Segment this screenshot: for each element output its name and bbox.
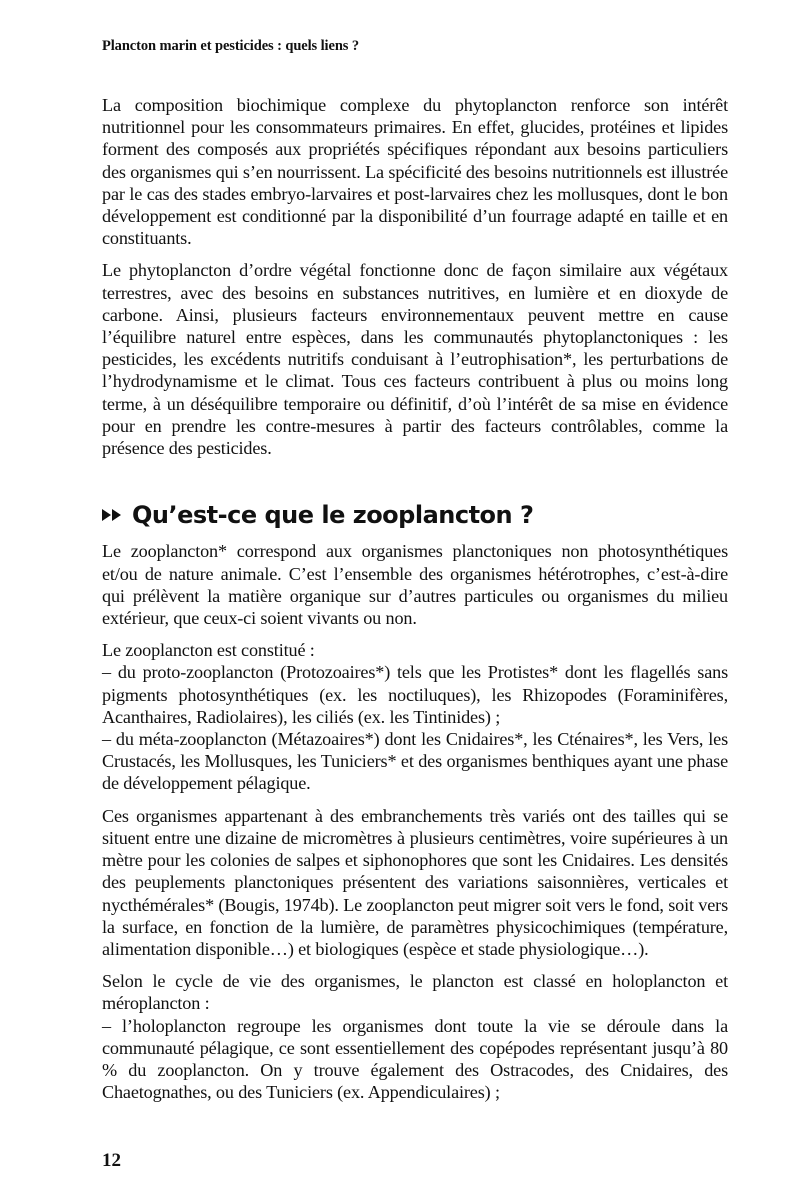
list-item: – du proto-zooplancton (Protozoaires*) tels que les Protistes* dont les flagellés sans pigments photosynthétiques (ex. les noctiluques), les Rhizopodes (Foraminifères, Acanthaires, Radiolaires), les ciliés (ex. les Tintinides) ; — [102, 662, 728, 727]
double-triangle-right-icon — [102, 508, 122, 522]
page-body — [102, 94, 728, 1113]
section-heading — [102, 501, 728, 530]
list-intro: Le zooplancton est constitué : — [102, 640, 315, 661]
paragraph: Ces organismes appartenant à des embranchements très variés ont des tailles qui se situent entre une dizaine de micromètres à plusieurs centimètres, voire supérieures à un mètre pour les colonies de salpes et siphonophores que sont les Cnidaires. Les densités des peuplements planctoniques présentent des variations saisonnières, verticales et nycthémérales* (Bougis, 1974b). Le zooplancton peut migrer soit vers le fond, soit vers la surface, en fonction de la lumière, de paramètres physicochimiques (température, alimentation disponible…) et biologiques (espèce et stade physiologique…). — [102, 805, 728, 959]
page-number: 12 — [102, 1150, 121, 1171]
running-header: Plancton marin et pesticides : quels liens ? — [102, 38, 359, 54]
list-item: – du méta-zooplancton (Métazoaires*) dont les Cnidaires*, les Cténaires*, les Vers, les Crustacés, les Mollusques, les Tuniciers* et des organismes benthiques ayant une phase de développement pélagique. — [102, 729, 728, 794]
list-item: – l’holoplancton regroupe les organismes dont toute la vie se déroule dans la communauté pélagique, ce sont essentiellement des copépodes représentant jusqu’à 80 % du zooplancton. On y trouve également des Ostracodes, des Cnidaires, des Chaetognathes, ou des Tuniciers (ex. Appendiculaires) ; — [102, 1015, 728, 1103]
list-intro: Selon le cycle de vie des organismes, le plancton est classé en holoplancton et méroplancton : — [102, 971, 728, 1014]
paragraph: Le phytoplancton d’ordre végétal fonctionne donc de façon similaire aux végétaux terrestres, avec des besoins en substances nutritives, en lumière et en dioxyde de carbone. Ainsi, plusieurs facteurs environnementaux peuvent mettre en cause l’équilibre naturel entre espèces, dans les communautés phytoplanctoniques : les pesticides, les excédents nutritifs conduisant à l’eutrophisation*, les perturbations de l’hydrodynamisme et le climat. Tous ces facteurs contribuent à plus ou moins long terme, à un déséquilibre temporaire ou définitif, d’où l’intérêt de sa mise en évidence pour en prendre les contre-mesures à partir des facteurs contrôlables, comme la présence des pesticides. — [102, 260, 728, 459]
paragraph: Le zooplancton* correspond aux organismes planctoniques non photosynthétiques et/ou de nature animale. C’est l’ensemble des organismes hétérotrophes, c’est-à-dire qui prélèvent la matière organique sur d’autres particules ou organismes du milieu extérieur, que ceux-ci soient vivants ou non. — [102, 541, 728, 629]
section-heading-text: Qu’est-ce que le zooplancton ? — [132, 501, 534, 530]
paragraph: La composition biochimique complexe du phytoplancton renforce son intérêt nutritionnel pour les consommateurs primaires. En effet, glucides, protéines et lipides forment des composés aux propriétés spécifiques répondant aux besoins particuliers des organismes qui s’en nourrissent. La spécificité des besoins nutritionnels est illustrée par le cas des stades embryo-larvaires et post-larvaires chez les mollusques, dont le bon développement est conditionné par la disponibilité d’un fourrage adapté en taille et en constituants. — [102, 95, 728, 249]
